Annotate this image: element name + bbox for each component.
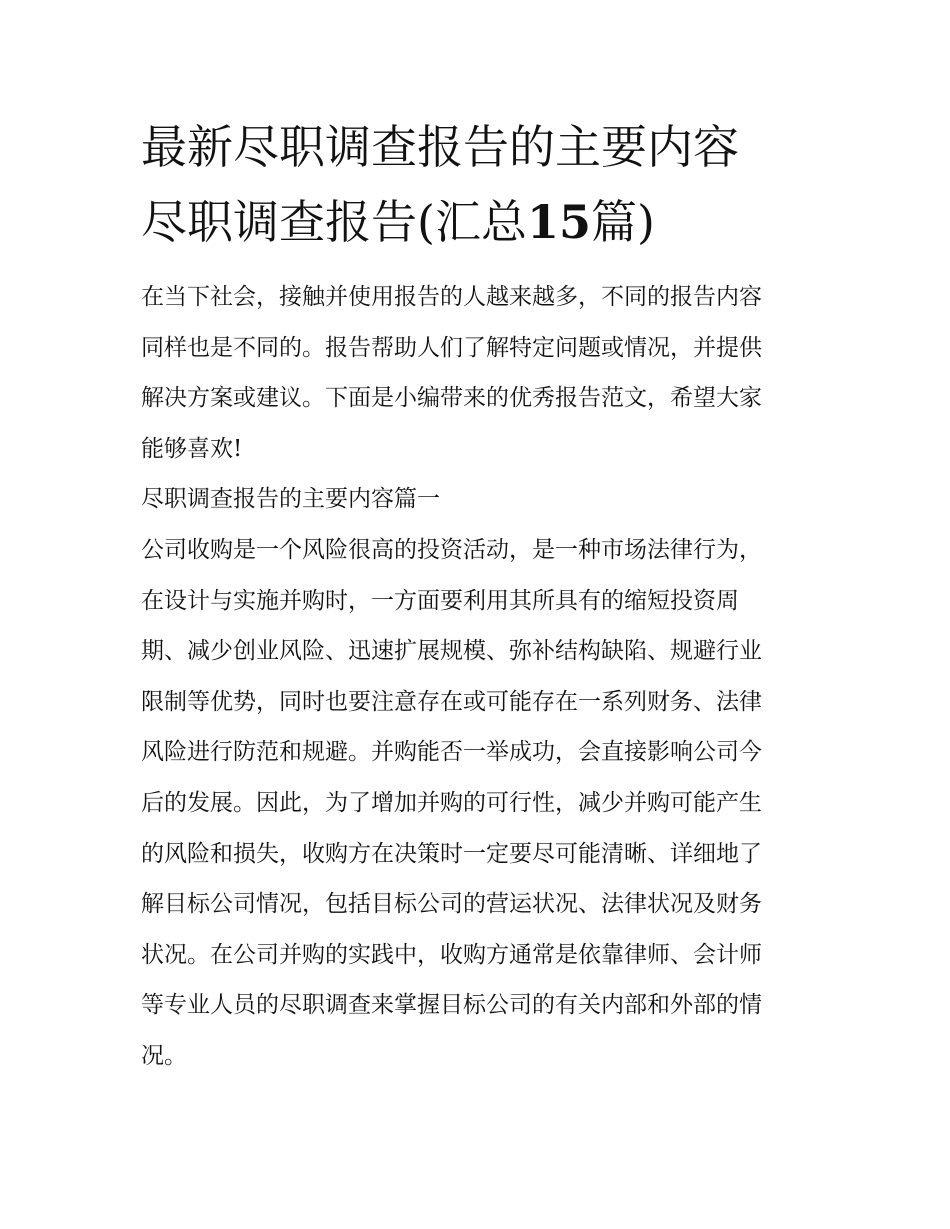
- title-line-2-suffix: 篇): [590, 195, 655, 249]
- section-heading: 尽职调查报告的主要内容篇一: [141, 486, 440, 513]
- document-title: [141, 110, 813, 260]
- body-line: 后的发展。因此，为了增加并购的可行性，减少并购可能产生: [141, 789, 762, 816]
- body-line: 期、减少创业风险、迅速扩展规模、弥补结构缺陷、规避行业: [141, 638, 762, 665]
- body-line: 况。: [141, 1042, 187, 1069]
- body-paragraph: [141, 525, 813, 1082]
- body-line: 的风险和损失，收购方在决策时一定要尽可能清晰、详细地了: [141, 840, 762, 867]
- title-count: 15: [526, 195, 591, 249]
- body-line: 在设计与实施并购时，一方面要利用其所具有的缩短投资周: [141, 587, 739, 614]
- body-line: 限制等优势，同时也要注意存在或可能存在一系列财务、法律: [141, 688, 762, 715]
- title-line-2: [141, 185, 813, 260]
- body-line: 等专业人员的尽职调查来掌握目标公司的有关内部和外部的情: [141, 992, 762, 1019]
- body-line: 状况。在公司并购的实践中，收购方通常是依靠律师、会计师: [141, 941, 762, 968]
- intro-line: 在当下社会，接触并使用报告的人越来越多，不同的报告内容: [141, 284, 762, 310]
- body-line: 公司收购是一个风险很高的投资活动，是一种市场法律行为，: [141, 536, 762, 563]
- intro-line: 同样也是不同的。报告帮助人们了解特定问题或情况，并提供: [141, 334, 762, 361]
- intro-line: 能够喜欢!: [141, 435, 243, 462]
- title-line-2-text: 尽职调查报告(汇总: [141, 195, 527, 249]
- body-line: 解目标公司情况，包括目标公司的营运状况、法律状况及财务: [141, 891, 762, 918]
- document-page: [141, 110, 813, 1082]
- title-line-1: 最新尽职调查报告的主要内容: [141, 120, 739, 174]
- intro-line: 解决方案或建议。下面是小编带来的优秀报告范文，希望大家: [141, 385, 762, 412]
- intro-paragraph: [141, 272, 813, 474]
- body-line: 风险进行防范和规避。并购能否一举成功，会直接影响公司今: [141, 739, 762, 766]
